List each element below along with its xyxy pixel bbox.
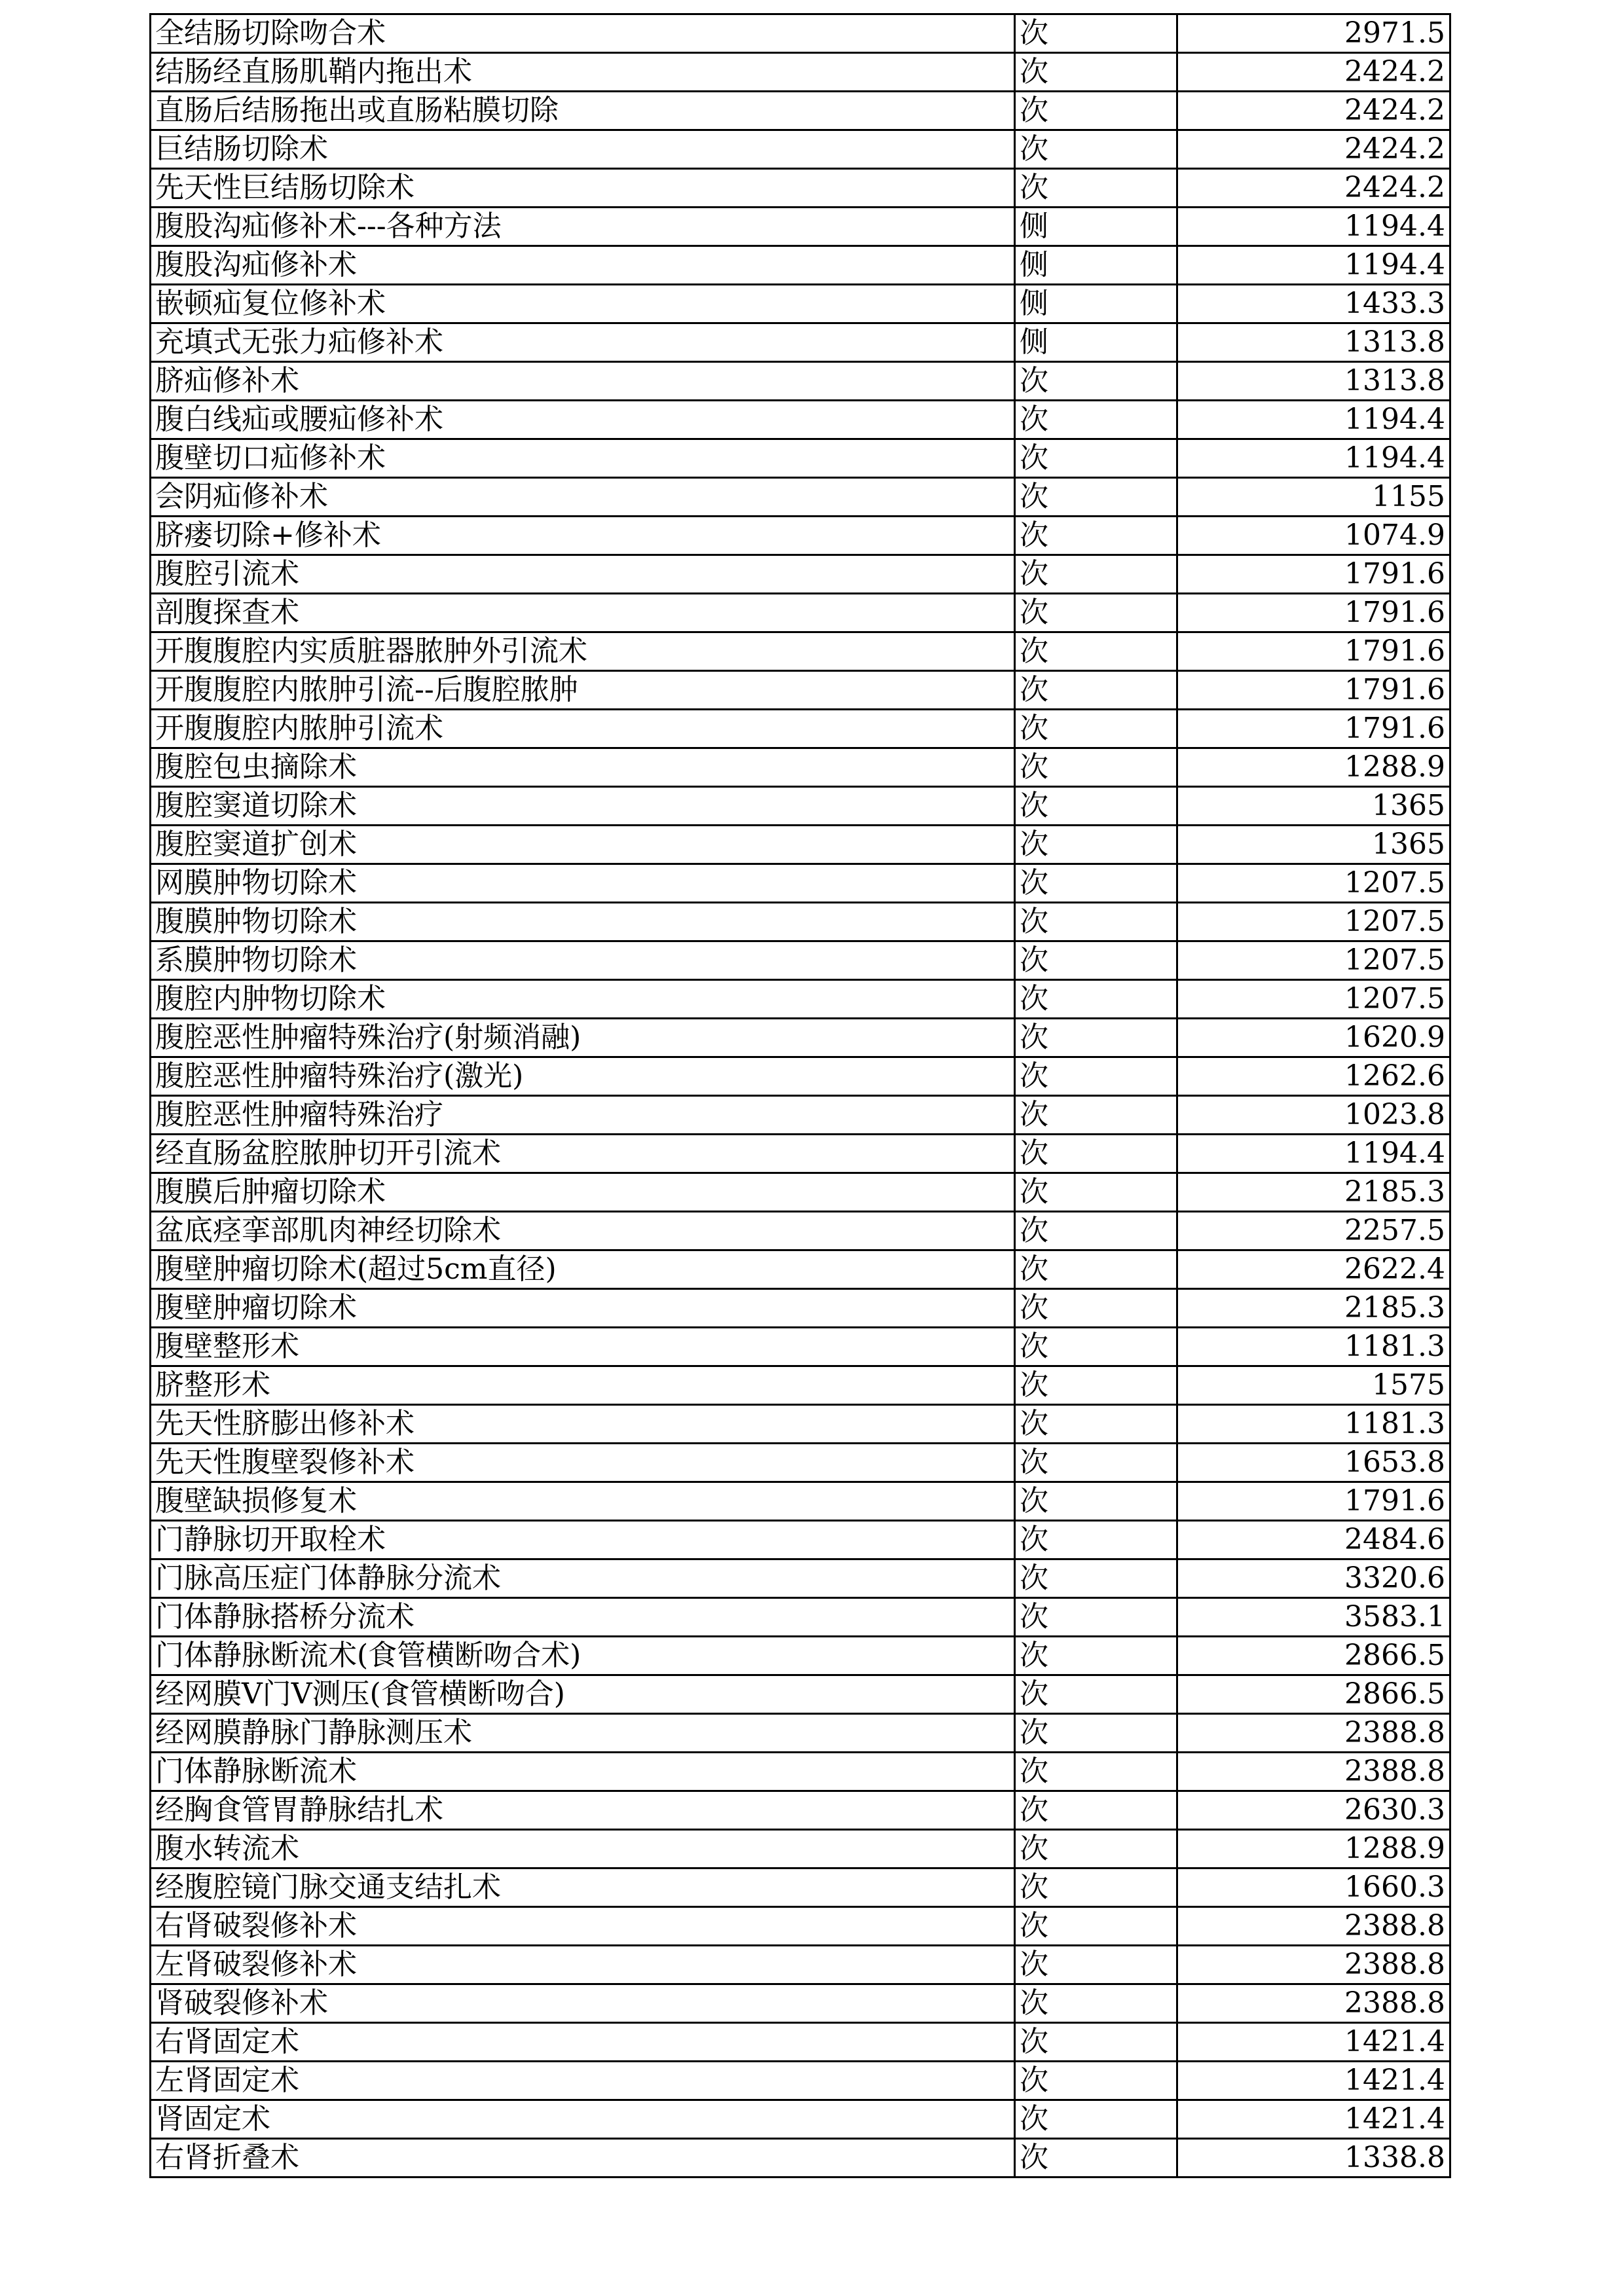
price-cell: 1791.6 (1177, 710, 1450, 748)
table-row (151, 169, 1450, 208)
price-cell: 1194.4 (1177, 401, 1450, 439)
price-table-body (151, 14, 1450, 2178)
price-cell: 1575 (1177, 1366, 1450, 1405)
price-cell: 1421.4 (1177, 2100, 1450, 2139)
table-row (151, 1714, 1450, 1753)
unit-cell: 次 (1015, 1482, 1177, 1521)
table-row (151, 2139, 1450, 2178)
procedure-name-cell: 经网膜静脉门静脉测压术 (151, 1714, 1015, 1753)
procedure-name-cell: 腹腔窦道切除术 (151, 787, 1015, 826)
table-row (151, 826, 1450, 864)
unit-cell: 次 (1015, 1212, 1177, 1250)
table-row (151, 2023, 1450, 2062)
procedure-name-cell: 左肾破裂修补术 (151, 1946, 1015, 1984)
table-row (151, 1868, 1450, 1907)
price-cell: 1155 (1177, 478, 1450, 517)
table-row (151, 903, 1450, 941)
price-cell: 1207.5 (1177, 941, 1450, 980)
price-cell: 2185.3 (1177, 1173, 1450, 1212)
price-cell: 1433.3 (1177, 285, 1450, 323)
procedure-name-cell: 腹腔恶性肿瘤特殊治疗(射频消融) (151, 1019, 1015, 1057)
procedure-name-cell: 盆底痉挛部肌肉神经切除术 (151, 1212, 1015, 1250)
price-cell: 1791.6 (1177, 671, 1450, 710)
procedure-name-cell: 开腹腹腔内实质脏器脓肿外引流术 (151, 632, 1015, 671)
procedure-name-cell: 脐瘘切除+修补术 (151, 517, 1015, 555)
price-table (149, 13, 1451, 2178)
price-cell: 1074.9 (1177, 517, 1450, 555)
table-row (151, 208, 1450, 246)
price-cell: 2484.6 (1177, 1521, 1450, 1559)
price-cell: 3583.1 (1177, 1598, 1450, 1637)
unit-cell: 次 (1015, 1135, 1177, 1173)
price-cell: 1207.5 (1177, 903, 1450, 941)
price-cell: 1421.4 (1177, 2062, 1450, 2100)
price-cell: 2971.5 (1177, 14, 1450, 53)
table-row (151, 1212, 1450, 1250)
procedure-name-cell: 开腹腹腔内脓肿引流术 (151, 710, 1015, 748)
price-cell: 2388.8 (1177, 1714, 1450, 1753)
table-row (151, 1019, 1450, 1057)
price-cell: 1791.6 (1177, 594, 1450, 632)
table-row (151, 1328, 1450, 1366)
table-row (151, 130, 1450, 169)
price-cell: 1023.8 (1177, 1096, 1450, 1135)
table-row (151, 517, 1450, 555)
price-cell: 1660.3 (1177, 1868, 1450, 1907)
procedure-name-cell: 嵌顿疝复位修补术 (151, 285, 1015, 323)
procedure-name-cell: 经直肠盆腔脓肿切开引流术 (151, 1135, 1015, 1173)
table-row (151, 1289, 1450, 1328)
table-row (151, 285, 1450, 323)
procedure-name-cell: 右肾破裂修补术 (151, 1907, 1015, 1946)
procedure-name-cell: 腹壁肿瘤切除术(超过5cm直径) (151, 1250, 1015, 1289)
procedure-name-cell: 经网膜V门V测压(食管横断吻合) (151, 1675, 1015, 1714)
table-row (151, 710, 1450, 748)
price-cell: 1365 (1177, 787, 1450, 826)
price-cell: 1194.4 (1177, 208, 1450, 246)
table-row (151, 1405, 1450, 1444)
table-row (151, 1057, 1450, 1096)
unit-cell: 次 (1015, 1984, 1177, 2023)
unit-cell: 次 (1015, 1868, 1177, 1907)
price-cell: 1262.6 (1177, 1057, 1450, 1096)
procedure-name-cell: 门脉高压症门体静脉分流术 (151, 1559, 1015, 1598)
unit-cell: 次 (1015, 1366, 1177, 1405)
procedure-name-cell: 门体静脉搭桥分流术 (151, 1598, 1015, 1637)
table-row (151, 941, 1450, 980)
procedure-name-cell: 开腹腹腔内脓肿引流--后腹腔脓肿 (151, 671, 1015, 710)
procedure-name-cell: 会阴疝修补术 (151, 478, 1015, 517)
unit-cell: 次 (1015, 671, 1177, 710)
procedure-name-cell: 腹壁切口疝修补术 (151, 439, 1015, 478)
procedure-name-cell: 网膜肿物切除术 (151, 864, 1015, 903)
price-cell: 1791.6 (1177, 1482, 1450, 1521)
table-row (151, 1984, 1450, 2023)
unit-cell: 次 (1015, 2062, 1177, 2100)
price-cell: 2630.3 (1177, 1791, 1450, 1830)
price-cell: 1791.6 (1177, 555, 1450, 594)
table-row (151, 980, 1450, 1019)
unit-cell: 次 (1015, 632, 1177, 671)
procedure-name-cell: 腹壁缺损修复术 (151, 1482, 1015, 1521)
table-row (151, 1907, 1450, 1946)
procedure-name-cell: 经胸食管胃静脉结扎术 (151, 1791, 1015, 1830)
unit-cell: 侧 (1015, 208, 1177, 246)
unit-cell: 次 (1015, 787, 1177, 826)
price-cell: 1288.9 (1177, 748, 1450, 787)
unit-cell: 次 (1015, 1328, 1177, 1366)
procedure-name-cell: 腹腔内肿物切除术 (151, 980, 1015, 1019)
table-row (151, 401, 1450, 439)
unit-cell: 次 (1015, 478, 1177, 517)
table-row (151, 1444, 1450, 1482)
procedure-name-cell: 腹水转流术 (151, 1830, 1015, 1868)
table-row (151, 1250, 1450, 1289)
price-cell: 1653.8 (1177, 1444, 1450, 1482)
price-cell: 1365 (1177, 826, 1450, 864)
price-cell: 2185.3 (1177, 1289, 1450, 1328)
price-cell: 2866.5 (1177, 1675, 1450, 1714)
procedure-name-cell: 腹白线疝或腰疝修补术 (151, 401, 1015, 439)
price-cell: 1194.4 (1177, 1135, 1450, 1173)
price-cell: 1194.4 (1177, 439, 1450, 478)
price-cell: 2424.2 (1177, 92, 1450, 130)
unit-cell: 次 (1015, 2023, 1177, 2062)
price-cell: 3320.6 (1177, 1559, 1450, 1598)
unit-cell: 次 (1015, 1907, 1177, 1946)
procedure-name-cell: 脐整形术 (151, 1366, 1015, 1405)
unit-cell: 次 (1015, 362, 1177, 401)
table-row (151, 1946, 1450, 1984)
price-cell: 2388.8 (1177, 1753, 1450, 1791)
procedure-name-cell: 系膜肿物切除术 (151, 941, 1015, 980)
table-row (151, 1791, 1450, 1830)
unit-cell: 次 (1015, 1521, 1177, 1559)
unit-cell: 次 (1015, 1057, 1177, 1096)
table-row (151, 555, 1450, 594)
price-cell: 1181.3 (1177, 1405, 1450, 1444)
procedure-name-cell: 先天性巨结肠切除术 (151, 169, 1015, 208)
price-cell: 2424.2 (1177, 169, 1450, 208)
procedure-name-cell: 脐疝修补术 (151, 362, 1015, 401)
unit-cell: 次 (1015, 1791, 1177, 1830)
procedure-name-cell: 右肾固定术 (151, 2023, 1015, 2062)
unit-cell: 次 (1015, 53, 1177, 92)
unit-cell: 次 (1015, 748, 1177, 787)
unit-cell: 次 (1015, 2100, 1177, 2139)
unit-cell: 次 (1015, 1559, 1177, 1598)
procedure-name-cell: 腹膜肿物切除术 (151, 903, 1015, 941)
unit-cell: 次 (1015, 439, 1177, 478)
unit-cell: 次 (1015, 1096, 1177, 1135)
table-row (151, 632, 1450, 671)
table-row (151, 53, 1450, 92)
unit-cell: 次 (1015, 594, 1177, 632)
procedure-name-cell: 腹腔恶性肿瘤特殊治疗(激光) (151, 1057, 1015, 1096)
table-row (151, 1135, 1450, 1173)
unit-cell: 次 (1015, 130, 1177, 169)
procedure-name-cell: 肾固定术 (151, 2100, 1015, 2139)
procedure-name-cell: 右肾折叠术 (151, 2139, 1015, 2178)
procedure-name-cell: 门体静脉断流术(食管横断吻合术) (151, 1637, 1015, 1675)
price-cell: 2388.8 (1177, 1946, 1450, 1984)
unit-cell: 次 (1015, 555, 1177, 594)
table-row (151, 1173, 1450, 1212)
procedure-name-cell: 腹壁肿瘤切除术 (151, 1289, 1015, 1328)
table-row (151, 787, 1450, 826)
price-cell: 1288.9 (1177, 1830, 1450, 1868)
price-cell: 2388.8 (1177, 1907, 1450, 1946)
unit-cell: 次 (1015, 1598, 1177, 1637)
price-cell: 2257.5 (1177, 1212, 1450, 1250)
table-row (151, 478, 1450, 517)
unit-cell: 次 (1015, 1019, 1177, 1057)
table-row (151, 1521, 1450, 1559)
table-row (151, 362, 1450, 401)
table-row (151, 246, 1450, 285)
procedure-name-cell: 腹腔包虫摘除术 (151, 748, 1015, 787)
price-cell: 1620.9 (1177, 1019, 1450, 1057)
price-cell: 1207.5 (1177, 864, 1450, 903)
unit-cell: 次 (1015, 401, 1177, 439)
unit-cell: 次 (1015, 864, 1177, 903)
table-row (151, 864, 1450, 903)
unit-cell: 次 (1015, 941, 1177, 980)
table-row (151, 92, 1450, 130)
procedure-name-cell: 先天性脐膨出修补术 (151, 1405, 1015, 1444)
price-cell: 1791.6 (1177, 632, 1450, 671)
procedure-name-cell: 巨结肠切除术 (151, 130, 1015, 169)
table-row (151, 1598, 1450, 1637)
table-row (151, 1753, 1450, 1791)
unit-cell: 次 (1015, 1444, 1177, 1482)
price-cell: 2866.5 (1177, 1637, 1450, 1675)
table-row (151, 1096, 1450, 1135)
procedure-name-cell: 先天性腹壁裂修补术 (151, 1444, 1015, 1482)
procedure-name-cell: 门静脉切开取栓术 (151, 1521, 1015, 1559)
unit-cell: 次 (1015, 1637, 1177, 1675)
price-cell: 1338.8 (1177, 2139, 1450, 2178)
procedure-name-cell: 腹腔恶性肿瘤特殊治疗 (151, 1096, 1015, 1135)
unit-cell: 次 (1015, 92, 1177, 130)
price-cell: 1313.8 (1177, 362, 1450, 401)
price-cell: 1194.4 (1177, 246, 1450, 285)
unit-cell: 次 (1015, 1946, 1177, 1984)
unit-cell: 次 (1015, 1714, 1177, 1753)
procedure-name-cell: 结肠经直肠肌鞘内拖出术 (151, 53, 1015, 92)
procedure-name-cell: 全结肠切除吻合术 (151, 14, 1015, 53)
table-row (151, 439, 1450, 478)
unit-cell: 次 (1015, 2139, 1177, 2178)
unit-cell: 次 (1015, 980, 1177, 1019)
table-row (151, 748, 1450, 787)
price-cell: 2388.8 (1177, 1984, 1450, 2023)
unit-cell: 侧 (1015, 285, 1177, 323)
unit-cell: 次 (1015, 710, 1177, 748)
unit-cell: 次 (1015, 903, 1177, 941)
procedure-name-cell: 直肠后结肠拖出或直肠粘膜切除 (151, 92, 1015, 130)
unit-cell: 次 (1015, 1830, 1177, 1868)
unit-cell: 次 (1015, 169, 1177, 208)
unit-cell: 次 (1015, 14, 1177, 53)
price-cell: 1181.3 (1177, 1328, 1450, 1366)
price-cell: 2424.2 (1177, 130, 1450, 169)
table-row (151, 14, 1450, 53)
procedure-name-cell: 腹股沟疝修补术 (151, 246, 1015, 285)
unit-cell: 次 (1015, 1250, 1177, 1289)
table-row (151, 1675, 1450, 1714)
table-row (151, 594, 1450, 632)
unit-cell: 侧 (1015, 323, 1177, 362)
unit-cell: 次 (1015, 1405, 1177, 1444)
procedure-name-cell: 腹壁整形术 (151, 1328, 1015, 1366)
unit-cell: 次 (1015, 1289, 1177, 1328)
price-cell: 2622.4 (1177, 1250, 1450, 1289)
procedure-name-cell: 肾破裂修补术 (151, 1984, 1015, 2023)
procedure-name-cell: 腹腔窦道扩创术 (151, 826, 1015, 864)
table-row (151, 2062, 1450, 2100)
unit-cell: 次 (1015, 826, 1177, 864)
table-row (151, 1366, 1450, 1405)
unit-cell: 侧 (1015, 246, 1177, 285)
procedure-name-cell: 左肾固定术 (151, 2062, 1015, 2100)
procedure-name-cell: 充填式无张力疝修补术 (151, 323, 1015, 362)
procedure-name-cell: 门体静脉断流术 (151, 1753, 1015, 1791)
table-row (151, 323, 1450, 362)
table-row (151, 1482, 1450, 1521)
unit-cell: 次 (1015, 1173, 1177, 1212)
unit-cell: 次 (1015, 1753, 1177, 1791)
procedure-name-cell: 腹膜后肿瘤切除术 (151, 1173, 1015, 1212)
price-cell: 1207.5 (1177, 980, 1450, 1019)
table-row (151, 1559, 1450, 1598)
price-cell: 1313.8 (1177, 323, 1450, 362)
table-row (151, 2100, 1450, 2139)
table-row (151, 671, 1450, 710)
price-cell: 2424.2 (1177, 53, 1450, 92)
procedure-name-cell: 腹腔引流术 (151, 555, 1015, 594)
unit-cell: 次 (1015, 517, 1177, 555)
procedure-name-cell: 经腹腔镜门脉交通支结扎术 (151, 1868, 1015, 1907)
procedure-name-cell: 腹股沟疝修补术---各种方法 (151, 208, 1015, 246)
unit-cell: 次 (1015, 1675, 1177, 1714)
table-row (151, 1637, 1450, 1675)
procedure-name-cell: 剖腹探查术 (151, 594, 1015, 632)
table-row (151, 1830, 1450, 1868)
price-cell: 1421.4 (1177, 2023, 1450, 2062)
